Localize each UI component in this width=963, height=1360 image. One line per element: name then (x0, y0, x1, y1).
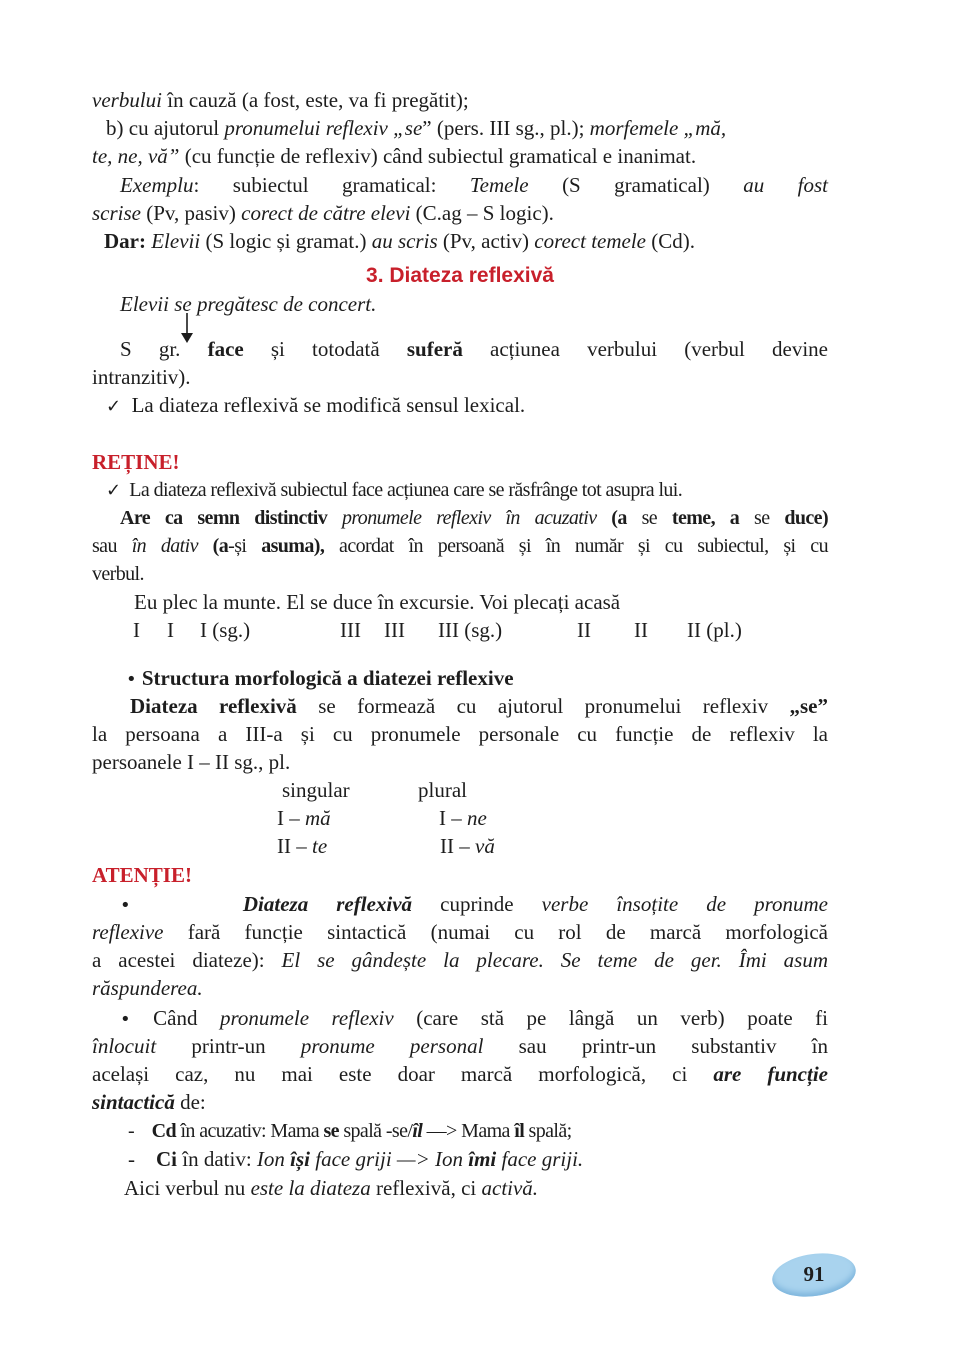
pronoun-cell: I – ne (439, 806, 487, 830)
person-mark: I (sg.) (200, 618, 251, 642)
person-mark: III (sg.) (438, 618, 503, 642)
text-line: • Când pronumele reflexiv (care stă pe lângă un verb) poate fi (120, 1006, 829, 1030)
section-heading: 3. Diateza reflexivă (366, 264, 554, 287)
text-line: înlocuit printr-un pronume personal sau printr-un substantiv în (92, 1034, 828, 1058)
atentie-title: ATENȚIE! (92, 863, 192, 887)
check-item: ✓ La diateza reflexivă subiectul face acțiunea care se răsfrânge tot asupra lui. (106, 479, 683, 501)
person-mark: III (340, 618, 361, 642)
bullet-icon: • (126, 669, 137, 690)
example-sentence: Elevii se pregătesc de concert. (120, 292, 377, 316)
bullet-heading: • Structura morfologică a diatezei reflexive (126, 666, 514, 690)
person-mark: III (384, 618, 405, 642)
text-line: verbului în cauză (a fost, este, va fi pregătit); (92, 88, 469, 112)
example-line: Exemplu: subiectul gramatical: Temele (S gramatical) au fost (120, 173, 828, 197)
text-line: persoanele I – II sg., pl. (92, 750, 291, 774)
page-number-badge (772, 1254, 856, 1296)
person-mark: II (634, 618, 648, 642)
text-line: te, ne, vă” (cu funcție de reflexiv) când subiectul gramatical e inanimat. (92, 144, 697, 168)
page-number: 91 (803, 1262, 825, 1286)
person-mark: II (577, 618, 591, 642)
checkmark-icon: ✓ (106, 396, 122, 417)
dash-item: - Cd în acuzativ: Mama se spală -se/îl —> Mama îl spală; (128, 1120, 572, 1142)
text-line: Diateza reflexivă se formează cu ajutorul pronumelui reflexiv „se” (130, 694, 828, 718)
column-header: singular (282, 778, 350, 802)
bullet-icon: • (120, 895, 131, 916)
person-mark: I (167, 618, 174, 642)
text-line: verbul. (92, 563, 144, 585)
check-item: ✓ La diateza reflexivă se modifică sensul lexical. (106, 393, 526, 417)
pronoun-cell: I – mă (277, 806, 331, 830)
column-header: plural (418, 778, 467, 802)
example-sentence: Eu plec la munte. El se duce în excursie. Voi plecați acasă (134, 590, 621, 614)
text-line: răspunderea. (92, 976, 203, 1000)
text-line: • Diateza reflexivă cuprinde verbe însoțite de pronume (120, 892, 829, 916)
text-line: sintactică de: (92, 1090, 206, 1114)
text-line: același caz, nu mai este doar marcă morfologică, ci are funcție (92, 1062, 828, 1086)
retine-title: REȚINE! (92, 450, 180, 474)
person-mark: II (pl.) (687, 618, 742, 642)
pronoun-cell: II – te (277, 834, 328, 858)
text-line: S gr. face și totodată suferă acțiunea verbului (verbul devine (120, 337, 829, 361)
checkmark-icon: ✓ (106, 480, 121, 501)
text-line: la persoana a III-a și cu pronumele personale cu funcție de reflexiv la (92, 722, 828, 746)
person-mark: I (133, 618, 140, 642)
text-line: sau în dativ (a-și asuma), acordat în persoană și în număr și cu subiectul, și cu (92, 535, 828, 557)
text-line: Aici verbul nu este la diateza reflexivă, ci activă. (124, 1176, 539, 1200)
text-line: b) cu ajutorul pronumelui reflexiv „se” (pers. III sg., pl.); morfemele „mă, (106, 116, 727, 140)
pronoun-cell: II – vă (440, 834, 495, 858)
text-line: intranzitiv). (92, 365, 191, 389)
text-line: reflexive fară funcție sintactică (numai cu rol de marcă morfologică (92, 920, 828, 944)
text-line: scrise (Pv, pasiv) corect de către elevi (C.ag – S logic). (92, 201, 554, 225)
dash-item: - Ci în dativ: Ion își face griji —> Ion îmi face griji. (128, 1147, 584, 1171)
text-line: Dar: Elevii (S logic și gramat.) au scris (Pv, activ) corect temele (Cd). (104, 229, 695, 253)
text-line: Are ca semn distinctiv pronumele reflexiv în acuzativ (a se teme, a se duce) (120, 507, 829, 529)
text-line: a acestei diateze): El se gândește la plecare. Se teme de ger. Îmi asum (92, 948, 828, 972)
bullet-icon: • (120, 1009, 131, 1030)
